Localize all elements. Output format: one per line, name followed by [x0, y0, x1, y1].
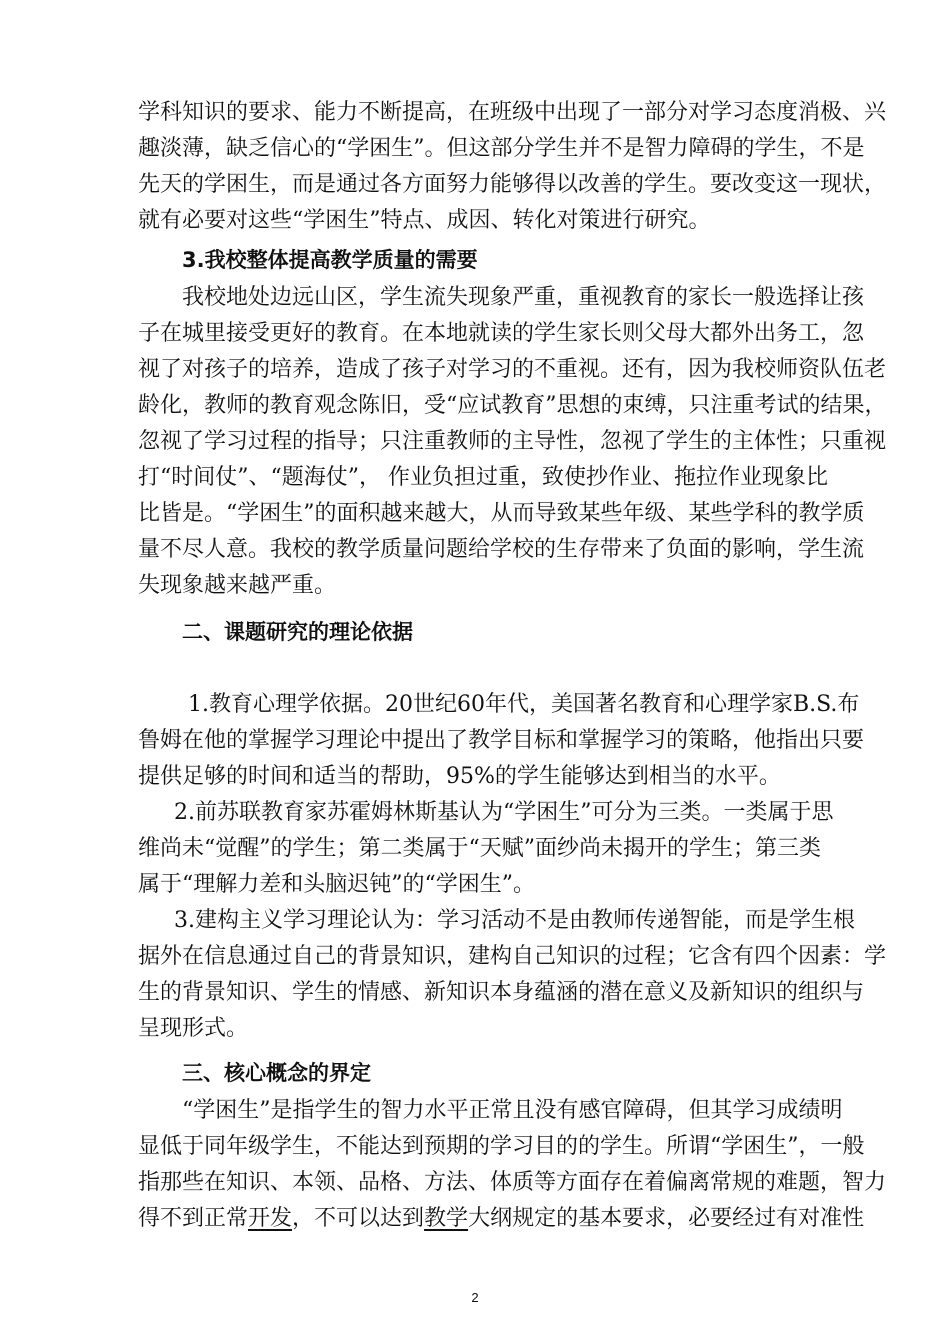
- paragraph-line: 属于“理解力差和头脑迟钝”的“学困生”。: [138, 872, 535, 897]
- paragraph-line: 龄化，教师的教育观念陈旧，受“应试教育”思想的束缚，只注重考试的结果，: [138, 393, 887, 418]
- paragraph-line: 学科知识的要求、能力不断提高，在班级中出现了一部分对学习态度消极、兴: [138, 100, 887, 125]
- paragraph-line: 量不尽人意。我校的教学质量问题给学校的生存带来了负面的影响，学生流: [138, 537, 865, 562]
- paragraph-line: 比皆是。“学困生”的面积越来越大，从而导致某些年级、某些学科的教学质: [138, 501, 865, 526]
- paragraph-line: 指那些在知识、本领、品格、方法、体质等方面存在着偏离常规的难题，智力: [138, 1170, 887, 1195]
- hyperlink-jiaoxue[interactable]: 教学: [424, 1206, 469, 1231]
- text-run: 大纲规定的基本要求，必要经过有对准性: [468, 1206, 865, 1231]
- paragraph-line: 3.建构主义学习理论认为：学习活动不是由教师传递智能，而是学生根: [174, 908, 855, 933]
- paragraph-line: 据外在信息通过自己的背景知识，建构自己知识的过程；它含有四个因素：学: [138, 944, 887, 969]
- paragraph-line: 失现象越来越严重。: [138, 573, 337, 598]
- paragraph-line: 维尚未“觉醒”的学生；第二类属于“天赋”面纱尚未揭开的学生；第三类: [138, 836, 821, 861]
- section-heading-3: 3.我校整体提高教学质量的需要: [182, 248, 478, 272]
- paragraph-line: 显低于同年级学生，不能达到预期的学习目的的学生。所谓“学困生”，一般: [138, 1134, 865, 1159]
- paragraph-line: 先天的学困生，而是通过各方面努力能够得以改善的学生。要改变这一现状，: [138, 172, 887, 197]
- text-run: ，不可以达到: [292, 1206, 425, 1231]
- page-number: 2: [471, 1290, 479, 1305]
- text-run: 得不到正常: [138, 1206, 249, 1231]
- paragraph-line: 视了对孩子的培养，造成了孩子对学习的不重视。还有，因为我校师资队伍老: [138, 357, 887, 382]
- paragraph-line: 趣淡薄，缺乏信心的“学困生”。但这部分学生并不是智力障碍的学生，不是: [138, 136, 865, 161]
- section-heading-concepts: 三、核心概念的界定: [182, 1061, 371, 1085]
- paragraph-line: 打“时间仗”、“题海仗”， 作业负担过重，致使抄作业、拖拉作业现象比: [138, 465, 828, 490]
- section-heading-theory: 二、课题研究的理论依据: [182, 620, 413, 644]
- paragraph-line: 1.教育心理学依据。20世纪60年代，美国著名教育和心理学家B.S.布: [188, 692, 860, 717]
- paragraph-line: 我校地处边远山区，学生流失现象严重，重视教育的家长一般选择让孩: [182, 285, 865, 310]
- hyperlink-kaifa[interactable]: 开发: [248, 1206, 293, 1231]
- paragraph-line: 生的背景知识、学生的情感、新知识本身蕴涵的潜在意义及新知识的组织与: [138, 980, 865, 1005]
- paragraph-line: 提供足够的时间和适当的帮助，95%的学生能够达到相当的水平。: [138, 764, 781, 789]
- paragraph-line: 鲁姆在他的掌握学习理论中提出了教学目标和掌握学习的策略，他指出只要: [138, 728, 865, 753]
- paragraph-line: 呈现形式。: [138, 1016, 249, 1041]
- paragraph-line: [138, 1204, 878, 1234]
- paragraph-line: “学困生”是指学生的智力水平正常且没有感官障碍，但其学习成绩明: [182, 1098, 843, 1123]
- paragraph-line: 就有必要对这些“学困生”特点、成因、转化对策进行研究。: [138, 208, 711, 233]
- paragraph-line: 忽视了学习过程的指导；只注重教师的主导性，忽视了学生的主体性；只重视: [138, 429, 887, 454]
- paragraph-line: 2.前苏联教育家苏霍姆林斯基认为“学困生”可分为三类。一类属于思: [174, 800, 834, 825]
- paragraph-line: 子在城里接受更好的教育。在本地就读的学生家长则父母大都外出务工，忽: [138, 321, 865, 346]
